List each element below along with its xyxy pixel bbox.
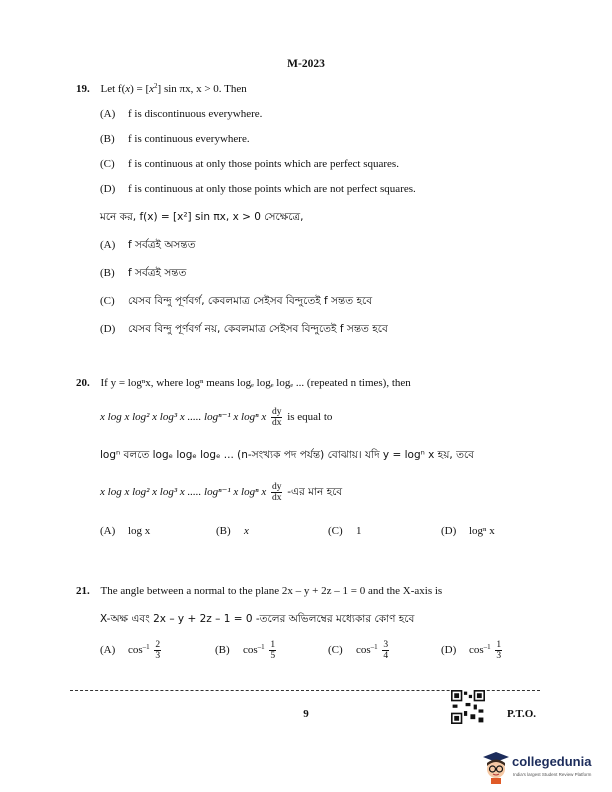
q19-bengali-option-b: (B) f সর্বত্রই সন্তত: [100, 267, 187, 279]
q19-option-b: (B) f is continuous everywhere.: [100, 133, 250, 145]
question-20-stem: 20. If y = logⁿx, where logⁿ means logₑ logₑ logₑ ... (repeated n times), then: [76, 377, 411, 389]
q20-option-c: (C) 1: [328, 525, 362, 537]
pto-label: P.T.O.: [507, 708, 537, 720]
q20-bengali-expression: x log x log² x log³ x ..... logⁿ⁻¹ x logⁿ x $\frac{dy}{dx}$ -এর মান হবে: [100, 482, 343, 503]
qr-code-icon: [451, 690, 485, 724]
paper-code: M-2023: [287, 58, 325, 70]
question-number: 19.: [76, 83, 90, 95]
q19-option-d: (D) f is continuous at only those points which are not perfect squares.: [100, 183, 416, 195]
logo-tagline: India's largest Student Review Platform: [513, 772, 592, 777]
derivative-fraction: $\frac{dy}{dx}$: [271, 407, 282, 428]
collegedunia-logo: [480, 748, 610, 788]
graduate-mascot-icon: [482, 750, 510, 784]
q19-option-a: (A) f is discontinuous everywhere.: [100, 108, 263, 120]
q20-option-b: (B) x: [216, 525, 249, 537]
q19-option-c: (C) f is continuous at only those points which are perfect squares.: [100, 158, 399, 170]
q19-bengali-option-a: (A) f সর্বত্রই অসন্তত: [100, 239, 196, 251]
q21-option-c: (C) $\cos^{-1}$ $\frac{3}{4}$: [328, 640, 389, 661]
q20-bengali-stem: logⁿ বলতে logₑ logₑ logₑ ... (n-সংখ্যক পদ পর্যন্ত) বোঝায়। যদি y = logⁿ x হয়, তবে: [100, 449, 475, 461]
q21-option-b: (B) $\cos^{-1}$ $\frac{1}{5}$: [215, 640, 276, 661]
question-21-stem: 21. The angle between a normal to the plane 2x – y + 2z – 1 = 0 and the X-axis is: [76, 585, 443, 597]
q20-expression: x log x log² x log³ x ..... logⁿ⁻¹ x logⁿ x $\frac{dy}{dx}$ is equal to: [100, 407, 333, 428]
q19-bengali-option-d: (D) যেসব বিন্দু পূর্ণবর্গ নয়, কেবলমাত্র সেইসব বিন্দুতেই f সন্তত হবে: [100, 323, 388, 335]
q20-option-d: (D) logⁿ x: [441, 525, 495, 537]
page-number: 9: [303, 708, 309, 720]
question-19-stem: [76, 82, 247, 95]
q21-option-a: (A) $\cos^{-1}$ $\frac{2}{3}$: [100, 640, 161, 661]
q21-bengali-stem: X-অক্ষ এবং 2x – y + 2z – 1 = 0 -তলের অভিলম্বের মধ্যেকার কোণ হবে: [100, 613, 415, 625]
stem-text: Let $f(x) = [x^2]$ sin πx, x > 0. Then: [100, 82, 247, 95]
q19-bengali-stem: মনে কর, f(x) = [x²] sin πx, x > 0 সেক্ষেত্রে,: [100, 211, 304, 223]
logo-name: collegedunia: [512, 754, 592, 769]
q19-bengali-option-c: (C) যেসব বিন্দু পূর্ণবর্গ, কেবলমাত্র সেইসব বিন্দুতেই f সন্তত হবে: [100, 295, 373, 307]
q21-option-d: (D) $\cos^{-1}$ $\frac{1}{3}$: [441, 640, 502, 661]
q20-option-a: (A) log x: [100, 525, 151, 537]
